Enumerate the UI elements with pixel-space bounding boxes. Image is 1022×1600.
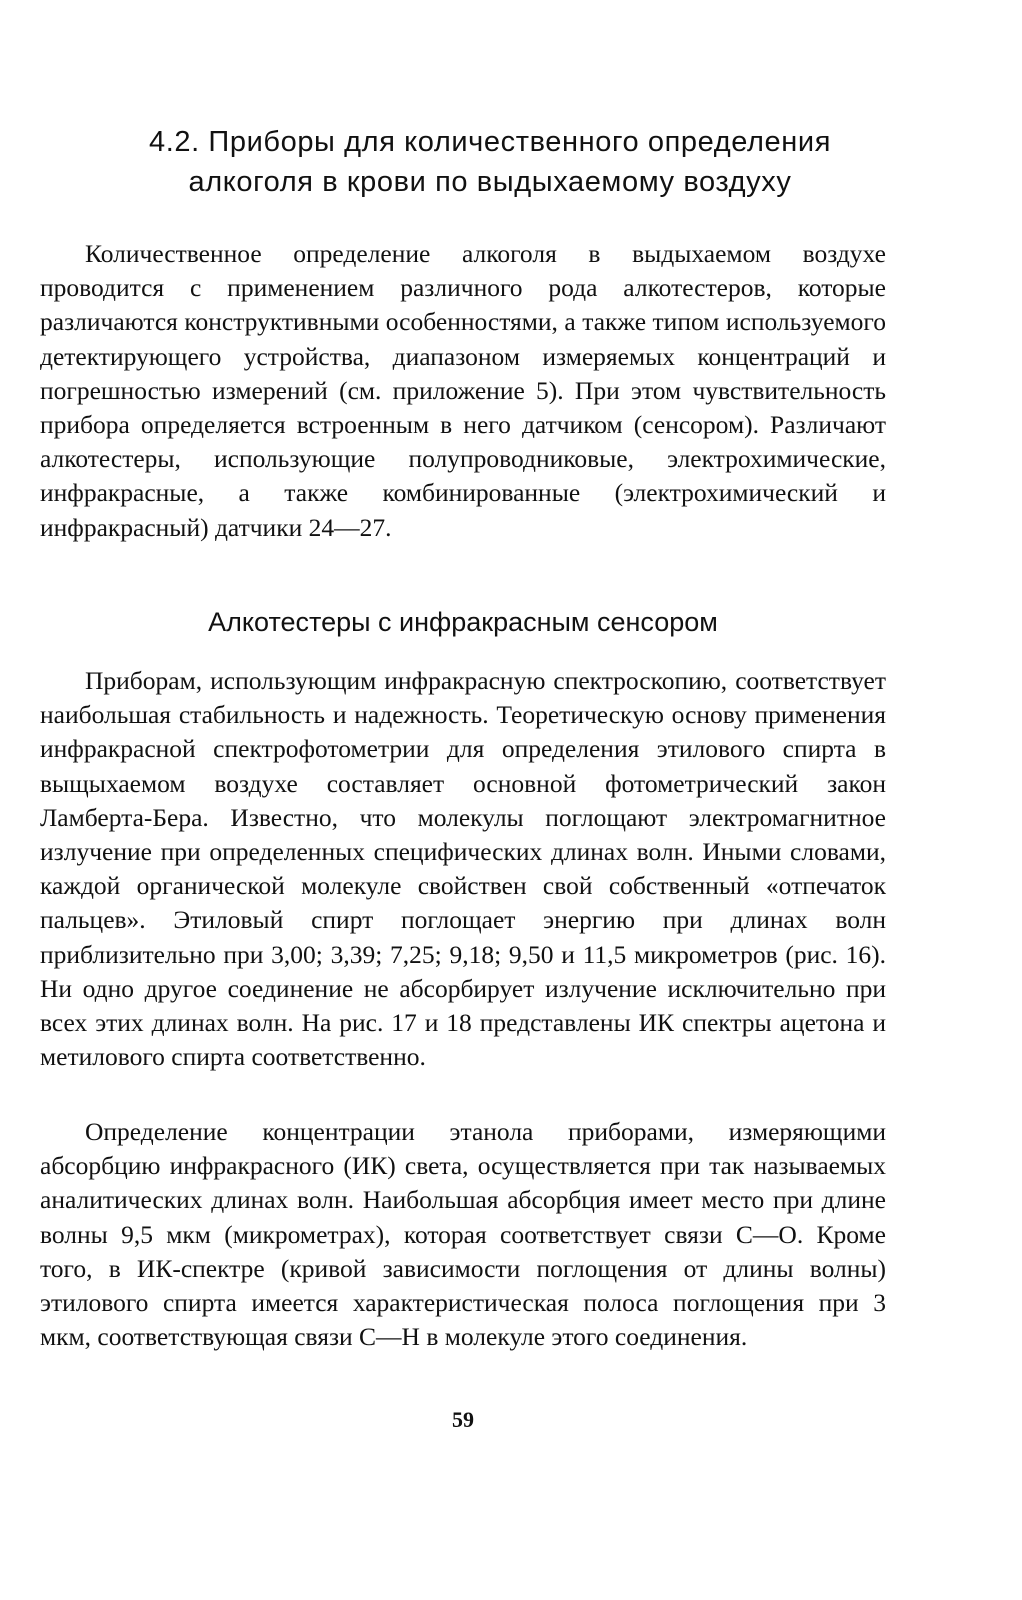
- section-title: [40, 122, 940, 202]
- page-number: 59: [452, 1407, 474, 1432]
- section-title-line-1: 4.2. Приборы для количественного определения: [148, 126, 831, 158]
- paragraph-intro: Количественное определение алкоголя в выдыхаемом воздухе проводится с применением различного рода алкотестеров, которые различаются конструктивными особенностями, а также типом используемого детектирующего устройства, диапазоном измеряемых концентраций и погрешностью измерений (см. приложение 5). При этом чувствительность прибора определяется встроенным в него датчиком (сенсором). Различают алкотестеры, использующие полупроводниковые, электрохимические, инфракрасные, а также комбинированные (электрохимический и инфракрасный) датчики 24—27.: [40, 239, 886, 542]
- section-title-line-2: алкоголя в крови по выдыхаемому воздуху: [188, 166, 792, 198]
- subsection-title: Алкотестеры с инфракрасным сенсором: [208, 607, 718, 637]
- paragraph-infrared-spectroscopy: Приборам, использующим инфракрасную спектроскопию, соответствует наибольшая стабильность и надежность. Теоретическую основу применения инфракрасной спектрофотометрии для определения этилового спирта в выщыхаемом воздухе составляет основной фотометрический закон Ламберта-Бера. Известно, что молекулы поглощают электромагнитное излучение при определенных специфических длинах волн. Иными словами, каждой органической молекуле свойствен свой собственный «отпечаток пальцев». Этиловый спирт поглощает энергию при длинах волн приблизительно при 3,00; 3,39; 7,25; 9,18; 9,50 и 11,5 микрометров (рис. 16). Ни одно другое соединение не абсорбирует излучение исключительно при всех этих длинах волн. На рис. 17 и 18 представлены ИК спектры ацетона и метилового спирта соответственно.: [40, 666, 886, 1072]
- paragraph-ethanol-absorption: Определение концентрации этанола приборами, измеряющими абсорбцию инфракрасного (ИК) света, осуществляется при так называемых аналитических длинах волн. Наибольшая абсорбция имеет место при длине волны 9,5 мкм (микрометрах), которая соответствует связи С—О. Кроме того, в ИК-спектре (кривой зависимости поглощения от длины волны) этилового спирта имеется характеристическая полоса поглощения при 3 мкм, соответствующая связи С—Н в молекуле этого соединения.: [40, 1117, 886, 1352]
